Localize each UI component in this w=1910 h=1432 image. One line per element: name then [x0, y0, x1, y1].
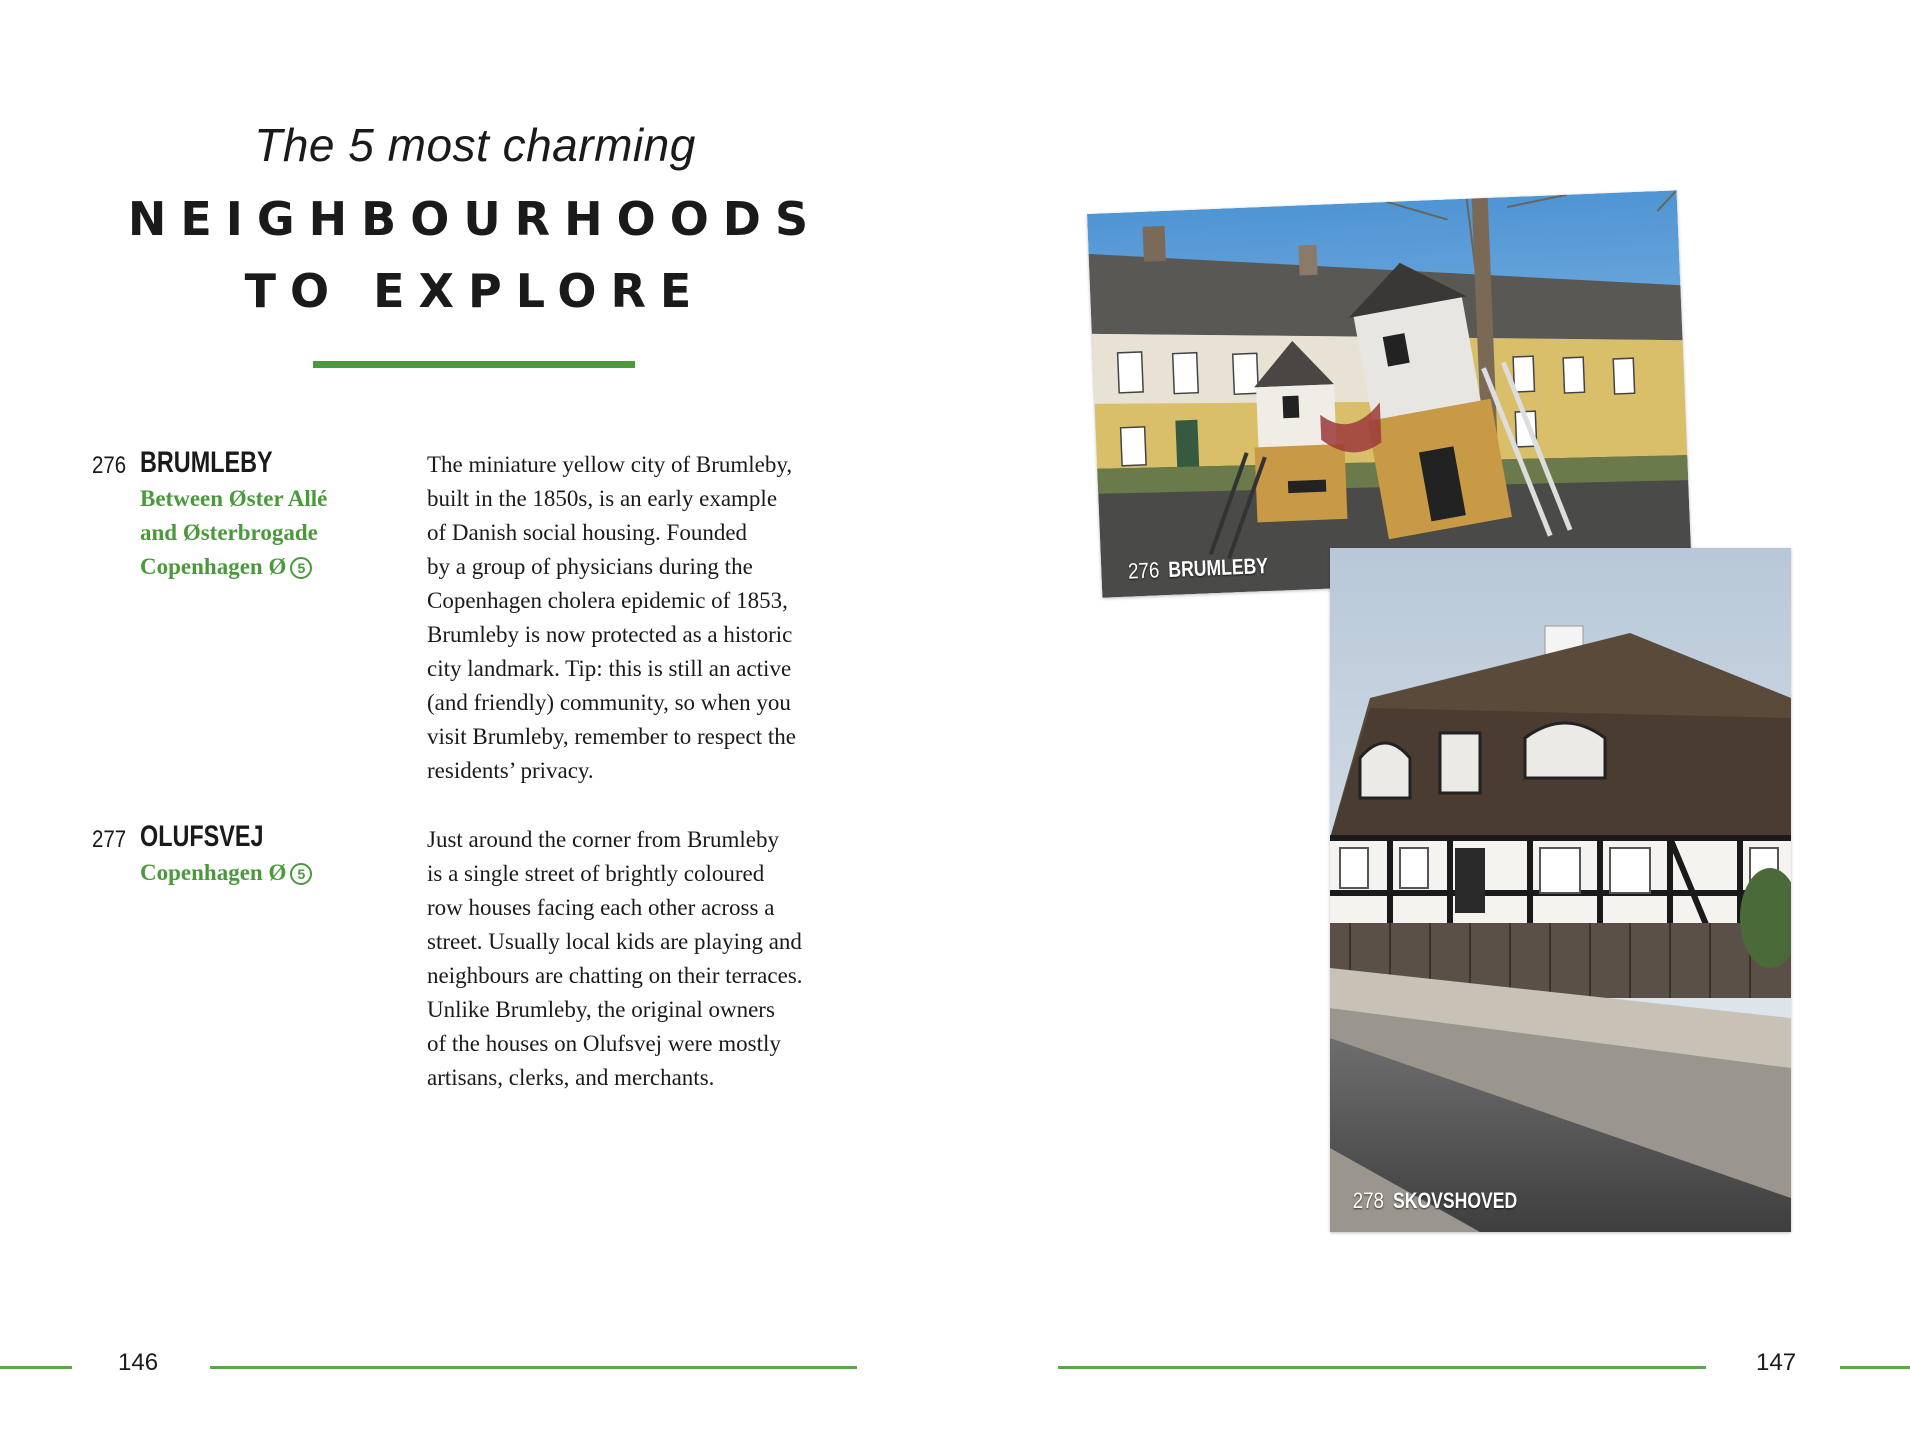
- entry-description: [427, 448, 867, 788]
- footer-rule: [1058, 1366, 1706, 1369]
- body-line: by a group of physicians during the: [427, 554, 753, 579]
- page-title-italic: The 5 most charming: [254, 119, 696, 171]
- entry-name: OLUFSVEJ: [140, 820, 264, 853]
- caption-number: 276: [1127, 557, 1160, 584]
- body-line: visit Brumleby, remember to respect the: [427, 724, 796, 749]
- body-line: Copenhagen cholera epidemic of 1853,: [427, 588, 788, 613]
- body-line: neighbours are chatting on their terraces.: [427, 963, 803, 988]
- page-title-line-2: TO EXPLORE: [244, 264, 706, 318]
- footer-rule: [1840, 1366, 1910, 1369]
- body-line: Brumleby is now protected as a historic: [427, 622, 793, 647]
- photo-brumleby-image: [1087, 190, 1692, 597]
- body-line: (and friendly) community, so when you: [427, 690, 791, 715]
- entry-number: 277: [92, 826, 127, 853]
- entry-description: [427, 823, 867, 1095]
- page-number-right: 147: [1756, 1349, 1797, 1376]
- footer-rule: [210, 1366, 857, 1369]
- entry-number: 276: [92, 452, 127, 479]
- caption-number: 278: [1352, 1188, 1384, 1213]
- body-line: street. Usually local kids are playing and: [427, 929, 802, 954]
- entry-location: [140, 856, 380, 890]
- body-line: is a single street of brightly coloured: [427, 861, 765, 886]
- photo-skovshoved-image: [1330, 548, 1791, 1232]
- entry-location: [140, 482, 380, 584]
- district-badge: 5: [290, 557, 312, 579]
- body-line: built in the 1850s, is an early example: [427, 486, 778, 511]
- location-line: Between Øster Allé: [140, 486, 328, 511]
- entry-name: BRUMLEBY: [140, 446, 273, 479]
- body-line: of the houses on Olufsvej were mostly: [427, 1031, 781, 1056]
- body-line: artisans, clerks, and merchants.: [427, 1065, 715, 1090]
- photo-skovshoved: [1330, 548, 1791, 1232]
- photo-caption: [1350, 1188, 1548, 1214]
- photo-brumleby: [1087, 190, 1692, 597]
- page-number-left: 146: [118, 1349, 159, 1376]
- location-line: and Østerbrogade: [140, 520, 318, 545]
- body-line: The miniature yellow city of Brumleby,: [427, 452, 793, 477]
- page-title-line-1: NEIGHBOURHOODS: [127, 192, 823, 246]
- body-line: Unlike Brumleby, the original owners: [427, 997, 775, 1022]
- title-underline: [313, 361, 635, 368]
- location-line: Copenhagen Ø: [140, 860, 287, 885]
- district-badge: 5: [290, 863, 312, 885]
- body-line: city landmark. Tip: this is still an active: [427, 656, 792, 681]
- body-line: Just around the corner from Brumleby: [427, 827, 779, 852]
- caption-name: BRUMLEBY: [1167, 553, 1269, 583]
- footer-rule: [0, 1366, 72, 1369]
- body-line: residents’ privacy.: [427, 758, 594, 783]
- body-line: row houses facing each other across a: [427, 895, 775, 920]
- location-line: Copenhagen Ø: [140, 554, 287, 579]
- caption-name: SKOVSHOVED: [1392, 1188, 1518, 1213]
- body-line: of Danish social housing. Founded: [427, 520, 748, 545]
